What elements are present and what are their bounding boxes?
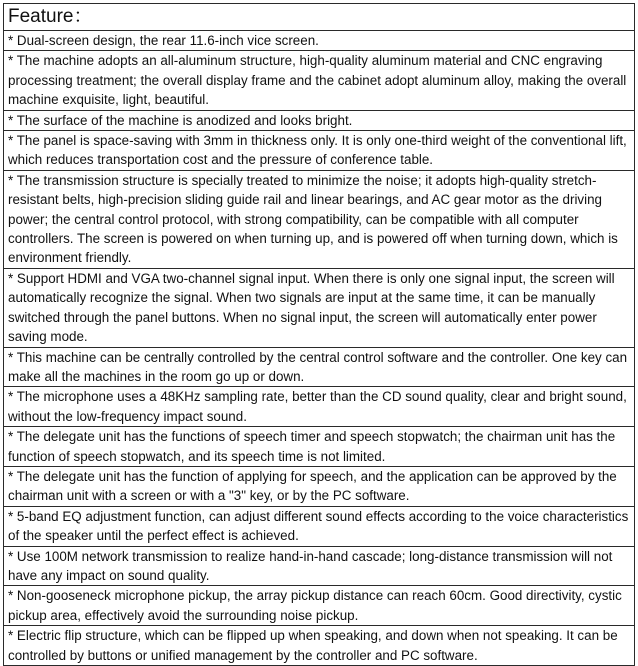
table-row	[4, 268, 635, 347]
table-row	[4, 506, 635, 546]
table-row	[4, 170, 635, 268]
table-row	[4, 387, 635, 427]
feature-item-sampling-rate: * The microphone uses a 48KHz sampling rate, better than the CD sound quality, clear and bright sound, without the low-frequency impact sound.	[4, 387, 635, 427]
feature-item-microphone-pickup: * Non-gooseneck microphone pickup, the array pickup distance can reach 60cm. Good directivity, cystic pickup area, effectively avoid the surrounding noise pickup.	[4, 586, 635, 626]
table-row	[4, 427, 635, 467]
feature-item-signal-input: * Support HDMI and VGA two-channel signal input. When there is only one signal input, the screen will automatically recognize the signal. When two signals are input at the same time, it can be manually switched through the panel buttons. When no signal input, the screen will automatically enter power saving mode.	[4, 268, 635, 347]
header-row	[4, 4, 635, 31]
feature-item-electric-flip: * Electric flip structure, which can be flipped up when speaking, and down when not speaking. It can be controlled by buttons or unified management by the controller and PC software.	[4, 626, 635, 666]
feature-item-speech-timer: * The delegate unit has the functions of speech timer and speech stopwatch; the chairman unit has the function of speech stopwatch, and its speech time is not limited.	[4, 427, 635, 467]
feature-item-network-transmission: * Use 100M network transmission to realize hand-in-hand cascade; long-distance transmission will not have any impact on sound quality.	[4, 546, 635, 586]
feature-item-transmission-structure: * The transmission structure is specially treated to minimize the noise; it adopts high-quality stretch-resistant belts, high-precision sliding guide rail and linear bearings, and AC gear motor as the driving power; the central control protocol, with strong compatibility, can be compatible with all computer controllers. The screen is powered on when turning up, and is powered off when turning down, which is environment friendly.	[4, 170, 635, 268]
table-row	[4, 347, 635, 387]
feature-item-apply-for-speech: * The delegate unit has the function of applying for speech, and the application can be approved by the chairman unit with a screen or with a "3" key, or by the PC software.	[4, 466, 635, 506]
feature-item-central-control: * This machine can be centrally controlled by the central control software and the controller. One key can make all the machines in the room go up or down.	[4, 347, 635, 387]
feature-item-anodized-surface: * The surface of the machine is anodized and looks bright.	[4, 110, 635, 130]
feature-item-eq-adjustment: * 5-band EQ adjustment function, can adjust different sound effects according to the voice characteristics of the speaker until the perfect effect is achieved.	[4, 506, 635, 546]
feature-heading: Feature：	[4, 4, 635, 31]
table-row	[4, 586, 635, 626]
table-row	[4, 31, 635, 51]
feature-table	[3, 3, 635, 666]
table-row	[4, 546, 635, 586]
feature-item-dual-screen: * Dual-screen design, the rear 11.6-inch vice screen.	[4, 31, 635, 51]
table-row	[4, 131, 635, 171]
table-row	[4, 626, 635, 666]
feature-item-aluminum-structure: * The machine adopts an all-aluminum structure, high-quality aluminum material and CNC engraving processing treatment; the overall display frame and the cabinet adopt aluminum alloy, making the overall machine exquisite, light, beautiful.	[4, 51, 635, 110]
feature-item-panel-thickness: * The panel is space-saving with 3mm in thickness only. It is only one-third weight of the conventional lift, which reduces transportation cost and the pressure of conference table.	[4, 131, 635, 171]
table-row	[4, 51, 635, 110]
table-row	[4, 466, 635, 506]
table-row	[4, 110, 635, 130]
